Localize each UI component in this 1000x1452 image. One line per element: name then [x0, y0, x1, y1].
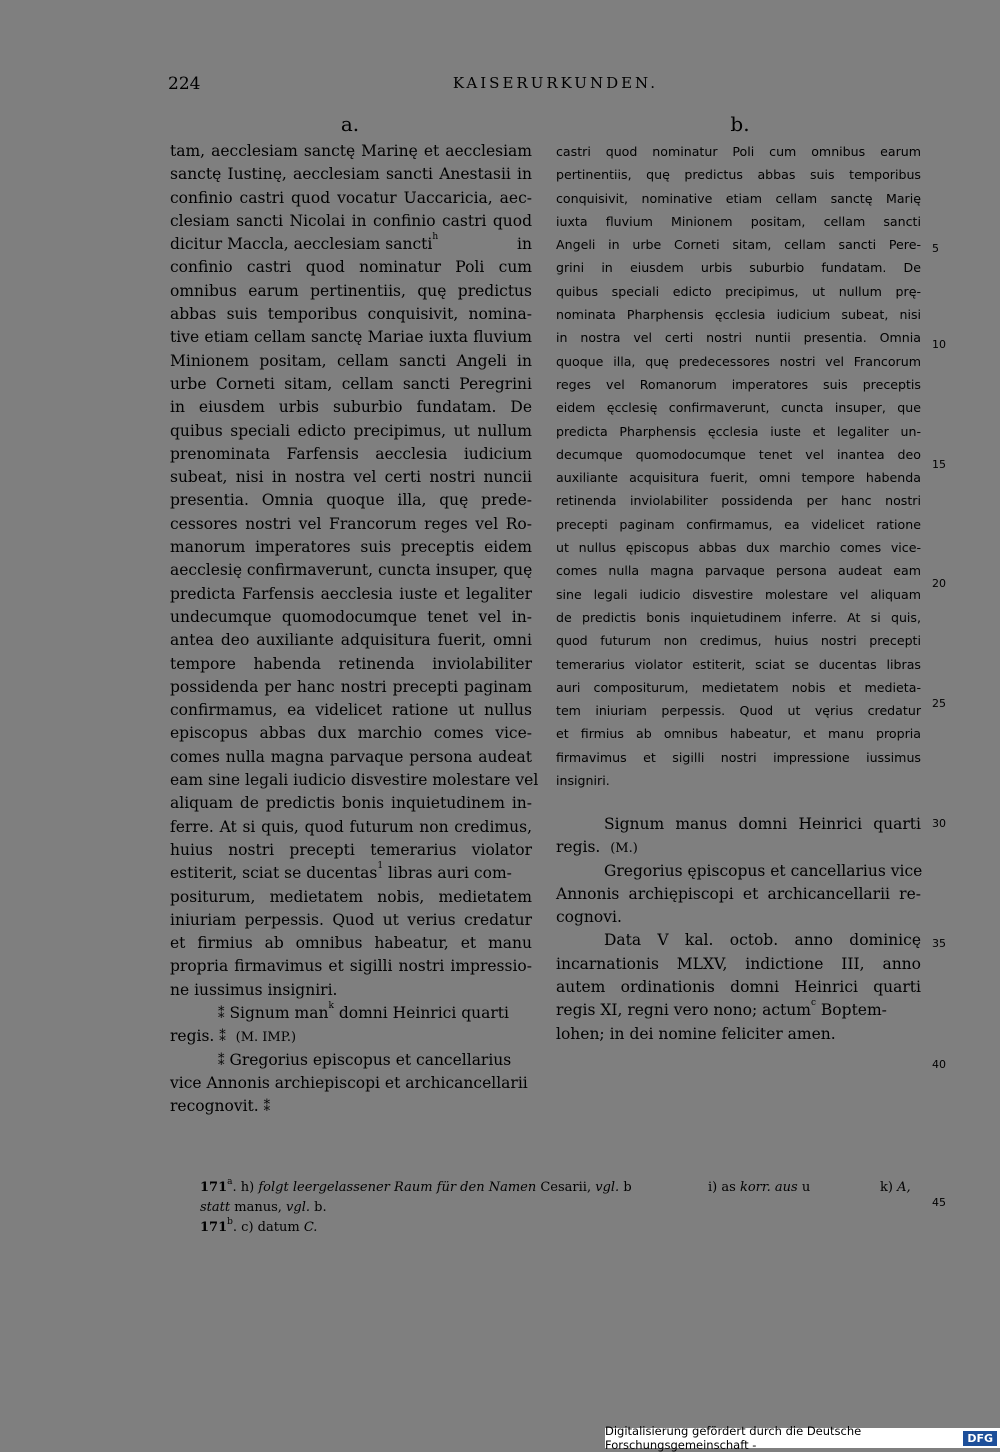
text-line: nominata Pharphensis ęcclesia iudicium subeat, nisi: [556, 307, 921, 323]
footnote-i: [708, 1178, 810, 1198]
text-line: tempore habenda retinenda inviolabiliter: [170, 654, 532, 673]
funding-footer: [605, 1424, 1000, 1452]
text-line: et firmius ab omnibus habeatur, et manu: [170, 934, 532, 953]
text-line: omnibus earum pertinentiis, quę predictus: [170, 281, 532, 300]
text-line: ne iussimus insigniri.: [170, 980, 338, 999]
text-line: de predictis bonis inquietudinem inferre. At si quis,: [556, 609, 921, 625]
text-line: antea deo auxiliante adquisitura fuerit, omni: [170, 631, 532, 650]
footnote-marker: 1: [377, 861, 384, 872]
footnote-text: manus,: [234, 1200, 282, 1215]
signum-line: [556, 836, 921, 859]
column-b-label: b.: [730, 112, 750, 136]
footnote-text: datum: [257, 1220, 300, 1235]
margin-line-numbers: [932, 0, 972, 1450]
text-fragment: Gregorius episcopus et cancellarius: [229, 1050, 512, 1069]
footnote-text: b.: [314, 1200, 327, 1215]
dating-line: Data V kal. octob. anno dominicę: [604, 931, 921, 950]
column-a-label: a.: [340, 112, 360, 136]
text-line: sine legali iudicio disvestire molestare vel aliquam: [556, 586, 921, 602]
footnote-label: i): [708, 1180, 718, 1195]
text-line: iniuriam perpessis. Quod ut verius credatur: [170, 910, 532, 929]
text-line: auri compositurum, medietatem nobis et medieta-: [556, 679, 921, 695]
page-number: 224: [168, 74, 201, 94]
monogram-mark: (M. IMP.): [235, 1030, 297, 1046]
column-a-text: [170, 140, 539, 1118]
dating-line: autem ordinationis domni Heinrici quarti: [556, 978, 921, 997]
footnote-marker: k: [328, 1000, 334, 1011]
text-line: [170, 862, 532, 885]
column-b-text: [556, 140, 921, 792]
footnote-label: h): [240, 1180, 255, 1195]
footnote-text: C.: [303, 1220, 318, 1235]
monogram-mark: (M.): [610, 841, 638, 857]
text-line: Minionem positam, cellam sancti Angeli in: [170, 351, 532, 370]
chrismon-cross-icon: ⁑: [218, 1006, 225, 1022]
text-line: auxiliante acquisitura fuerit, omni tempore habenda: [556, 470, 921, 486]
text-line: undecumque quomodocumque tenet vel in-: [170, 607, 532, 626]
text-line: quibus speciali edicto precipimus, ut nullum prę-: [556, 283, 921, 299]
text-line: insigniri.: [556, 773, 610, 789]
footnote-text: u: [801, 1180, 811, 1195]
recognition-line: [170, 1049, 532, 1072]
text-line: clesiam sancti Nicolai in confinio castri quod: [170, 211, 532, 230]
text-line: predicta Pharphensis ęcclesia iuste et legaliter un-: [556, 423, 921, 439]
recognition-line: [170, 1095, 532, 1118]
text-line: aecclesię confirmaverunt, cuncta insuper, quę: [170, 561, 533, 580]
margin-number: 35: [932, 937, 946, 950]
text-line: urbe Corneti sitam, cellam sancti Peregrini: [170, 374, 532, 393]
footnotes: [200, 1178, 930, 1238]
text-fragment: regis.: [556, 838, 601, 857]
text-fragment: in: [517, 235, 532, 254]
recognition-line: vice Annonis archiepiscopi et archicancellarii: [170, 1073, 528, 1092]
dating-line: incarnationis MLXV, indictione III, anno: [556, 954, 921, 973]
charter-ref: 171: [200, 1220, 228, 1235]
dating-line: [556, 999, 921, 1022]
text-fragment: Signum man: [229, 1003, 329, 1022]
signum-line: [170, 1025, 532, 1048]
text-line: cessores nostri vel Francorum reges vel Ro-: [170, 514, 532, 533]
text-line: prenominata Farfensis aecclesia iudicium: [170, 444, 532, 463]
dating-line: lohen; in dei nomine feliciter amen.: [556, 1024, 836, 1043]
text-line: predicta Farfensis aecclesia iuste et legaliter: [170, 584, 532, 603]
footnote-line: 171$^a$. h) folgt leergelassener Raum für den Namen Cesarii, vgl. b i) as korr. aus u k) A,: [200, 1178, 930, 1198]
margin-number: 20: [932, 577, 946, 590]
text-fragment: estiterit, sciat se ducentas: [170, 864, 378, 883]
footnote-line: [200, 1198, 930, 1218]
text-line: eam sine legali iudicio disvestire molestare vel: [170, 771, 539, 790]
text-line: confinio castri quod nominatur Poli cum: [170, 258, 532, 277]
text-line: tive etiam cellam sanctę Mariae iuxta fluvium: [170, 328, 532, 347]
text-line: propria firmavimus et sigilli nostri impressio-: [170, 957, 532, 976]
text-line: Angeli in urbe Corneti sitam, cellam sancti Pere-: [556, 237, 921, 253]
text-line: iuxta fluvium Minionem positam, cellam sancti: [556, 213, 921, 229]
text-line: firmavimus et sigilli nostri impressione iussimus: [556, 749, 921, 765]
text-line: ferre. At si quis, quod futurum non credimus,: [170, 817, 532, 836]
text-line: grini in eiusdem urbis suburbio fundatam. De: [556, 260, 921, 276]
text-line: quibus speciali edicto precipimus, ut nullum: [170, 421, 532, 440]
margin-number: 25: [932, 697, 946, 710]
text-fragment: Boptem-: [820, 1001, 887, 1020]
text-line: pertinentiis, quę predictus abbas suis temporibus: [556, 167, 921, 183]
footnote-line: 171$^b$. c) datum C.: [200, 1217, 318, 1235]
text-line: episcopus abbas dux marchio comes vice-: [170, 724, 532, 743]
footnote-text: folgt leergelassener Raum für den Namen: [258, 1180, 537, 1195]
text-line: possidenda per hanc nostri precepti paginam: [170, 677, 532, 696]
footnote-text: vgl.: [286, 1200, 310, 1215]
text-line: presentia. Omnia quoque illa, quę prede-: [170, 491, 532, 510]
text-line: confirmamus, ea videlicet ratione ut nullus: [170, 701, 532, 720]
column-b-eschatocol: [556, 813, 921, 1046]
footnote-k: [880, 1178, 911, 1198]
recognition-line: Gregorius ępiscopus et cancellarius vice: [604, 861, 923, 880]
chrismon-cross-icon: ⁑: [263, 1100, 271, 1116]
footnote-text: as: [721, 1180, 736, 1195]
text-line: temerarius violator estiterit, sciat se ducentas libras: [556, 656, 921, 672]
chrismon-cross-icon: ⁑: [219, 1030, 226, 1046]
text-line: et firmius ab omnibus habeatur, et manu propria: [556, 726, 921, 742]
text-line: ut nullus ępiscopus abbas dux marchio comes vice-: [556, 540, 921, 556]
footnote-text: b: [623, 1180, 632, 1195]
margin-number: 15: [932, 458, 946, 471]
text-line: tam, aecclesiam sanctę Marinę et aecclesiam: [170, 142, 532, 160]
margin-number: 45: [932, 1196, 946, 1209]
funding-text: Digitalisierung gefördert durch die Deutsche Forschungsgemeinschaft -: [605, 1424, 862, 1452]
running-title: KAISERURKUNDEN.: [452, 74, 658, 92]
text-fragment: domni Heinrici quarti: [338, 1003, 509, 1022]
signum-line: [170, 1002, 532, 1025]
signum-line: Signum manus domni Heinrici quarti: [604, 815, 921, 833]
text-line: quoque illa, quę predecessores nostri vel Francorum: [556, 353, 921, 369]
footnote-text: vgl.: [595, 1180, 620, 1195]
text-line: quod futurum non credimus, huius nostri precepti: [556, 633, 921, 649]
text-line: castri quod nominatur Poli cum omnibus earum: [556, 144, 921, 159]
footnote-marker: c: [810, 998, 816, 1009]
text-fragment: dicitur Maccla, aecclesiam sancti: [170, 235, 433, 254]
margin-number: 10: [932, 338, 946, 351]
margin-number: 30: [932, 817, 946, 830]
charter-ref-sup: a: [227, 1177, 233, 1187]
text-line: tem iniuriam perpessis. Quod ut vęrius credatur: [556, 703, 921, 719]
footnote-marker: h: [432, 232, 439, 243]
footnote-label: c): [241, 1220, 254, 1235]
text-line: comes nulla magna parvaque persona audeat eam: [556, 563, 921, 579]
text-line: in nostra vel certi nostri nuntii presentia. Omnia: [556, 330, 921, 346]
footnote-text: A,: [897, 1180, 911, 1195]
text-line: aliquam de predictis bonis inquietudinem in-: [170, 794, 532, 813]
page-header: [168, 74, 658, 100]
chrismon-cross-icon: ⁑: [218, 1053, 225, 1069]
recognition-line: Annonis archiępiscopi et archicancellarii re-: [556, 884, 921, 903]
text-line: conquisivit, nominative etiam cellam sanctę Marię: [556, 190, 921, 206]
footnote-text: statt: [200, 1200, 231, 1215]
text-line: decumque quomodocumque tenet vel inantea deo: [556, 446, 921, 462]
text-line: retinenda inviolabiliter possidenda per hanc nostri: [556, 493, 921, 509]
recognition-line: cognovi.: [556, 908, 622, 927]
text-line: eidem ęcclesię confirmaverunt, cuncta insuper, que: [556, 400, 921, 416]
text-line: abbas suis temporibus conquisivit, nomina-: [170, 305, 532, 324]
text-fragment: regis XI, regni vero nono; actum: [556, 1001, 811, 1020]
text-line: confinio castri quod vocatur Uaccaricia, aec-: [170, 188, 532, 207]
text-line: [170, 233, 532, 256]
text-fragment: regis.: [170, 1027, 215, 1046]
footnote-label: k): [880, 1180, 893, 1195]
text-line: sanctę Iustinę, aecclesiam sancti Anestasii in: [170, 165, 532, 184]
text-fragment: libras auri com-: [388, 864, 512, 883]
text-line: precepti paginam confirmamus, ea videlicet ratione: [556, 516, 921, 532]
text-line: huius nostri precepti temerarius violator: [170, 840, 532, 859]
text-line: manorum imperatores suis preceptis eidem: [170, 538, 532, 557]
text-line: subeat, nisi in nostra vel certi nostri nuncii: [170, 468, 532, 487]
text-line: comes nulla magna parvaque persona audeat: [170, 747, 532, 766]
text-line: in eiusdem urbis suburbio fundatam. De: [170, 398, 532, 417]
dfg-logo-icon: DFG: [963, 1431, 997, 1446]
footnote-text: Cesarii,: [540, 1180, 592, 1195]
text-fragment: recognovit.: [170, 1097, 259, 1116]
text-line: positurum, medietatem nobis, medietatem: [170, 887, 532, 906]
margin-number: 5: [932, 242, 939, 255]
charter-ref: 171: [200, 1180, 228, 1195]
charter-ref-sup: b: [227, 1217, 233, 1227]
margin-number: 40: [932, 1058, 946, 1071]
text-line: reges vel Romanorum imperatores suis preceptis: [556, 376, 921, 392]
footnote-text: korr. aus: [739, 1180, 798, 1195]
